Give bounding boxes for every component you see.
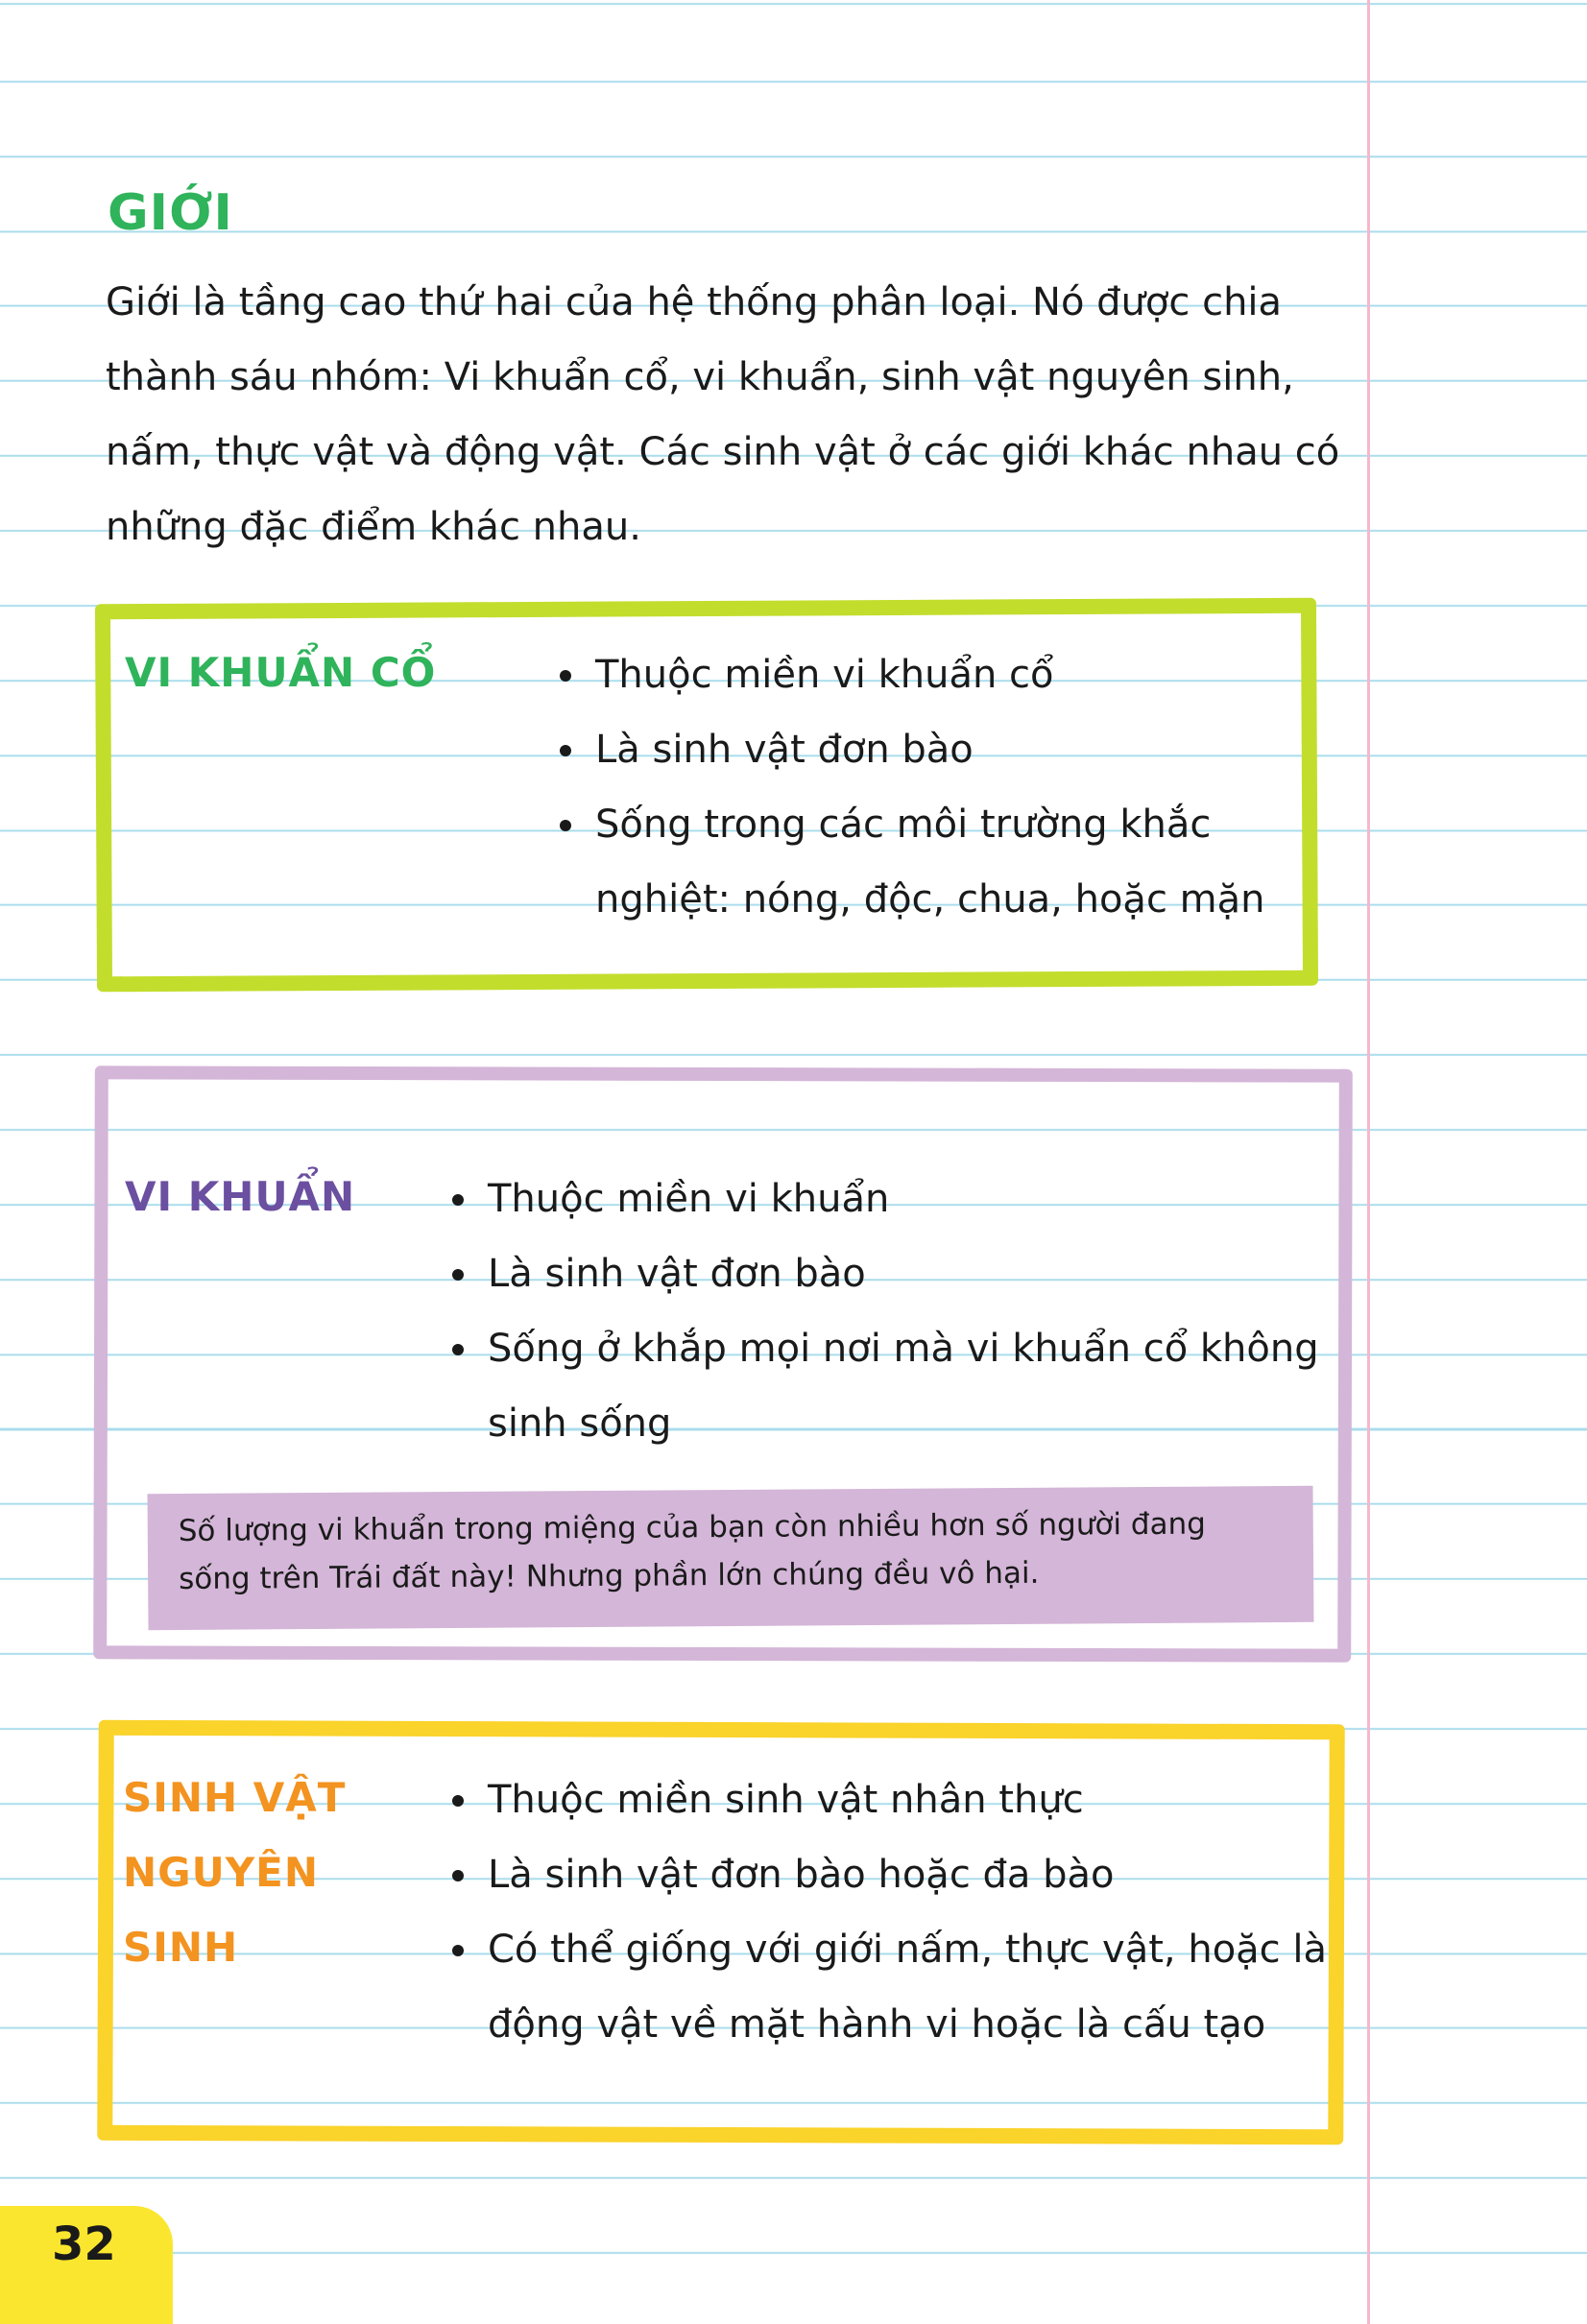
bacteria-bullet: • Là sinh vật đơn bào: [482, 1236, 1346, 1311]
archaea-bullet: • Là sinh vật đơn bào: [589, 712, 1319, 787]
bacteria-title: VI KHUẨN: [125, 1173, 356, 1220]
archaea-bullet: • Thuộc miền vi khuẩn cổ: [589, 637, 1319, 712]
protist-bullet-list: [447, 1762, 1365, 2062]
bacteria-bullet: • Sống ở khắp mọi nơi mà vi khuẩn cổ không sinh sống: [482, 1311, 1346, 1461]
archaea-bullet-list: [555, 637, 1319, 937]
section-heading: GIỚI: [108, 184, 233, 242]
protist-bullet: • Là sinh vật đơn bào hoặc đa bào: [482, 1837, 1365, 1912]
protist-bullet: • Có thể giống với giới nấm, thực vật, hoặc là động vật về mặt hành vi hoặc là cấu tạo: [482, 1912, 1365, 2062]
bacteria-fact-note: Số lượng vi khuẩn trong miệng của bạn còn nhiều hơn số người đang sống trên Trái đất này! Nhưng phần lớn chúng đều vô hại.: [148, 1486, 1314, 1630]
bacteria-bullet-list: [447, 1162, 1346, 1461]
protist-bullet: • Thuộc miền sinh vật nhân thực: [482, 1762, 1365, 1837]
archaea-bullet: • Sống trong các môi trường khắc nghiệt: nóng, độc, chua, hoặc mặn: [589, 787, 1319, 937]
page-number: 32: [52, 2217, 116, 2271]
intro-paragraph: Giới là tầng cao thứ hai của hệ thống phân loại. Nó được chia thành sáu nhóm: Vi khuẩn cổ, vi khuẩn, sinh vật nguyên sinh, nấm, thực vật và động vật. Các sinh vật ở các giới khác nhau có những đặc điểm khác nhau.: [106, 280, 1340, 549]
notebook-margin-line: [1367, 0, 1370, 2324]
protist-title: SINH VẬT NGUYÊN SINH: [123, 1774, 347, 1971]
bacteria-bullet: • Thuộc miền vi khuẩn: [482, 1162, 1346, 1236]
archaea-title: VI KHUẨN CỔ: [125, 649, 437, 696]
